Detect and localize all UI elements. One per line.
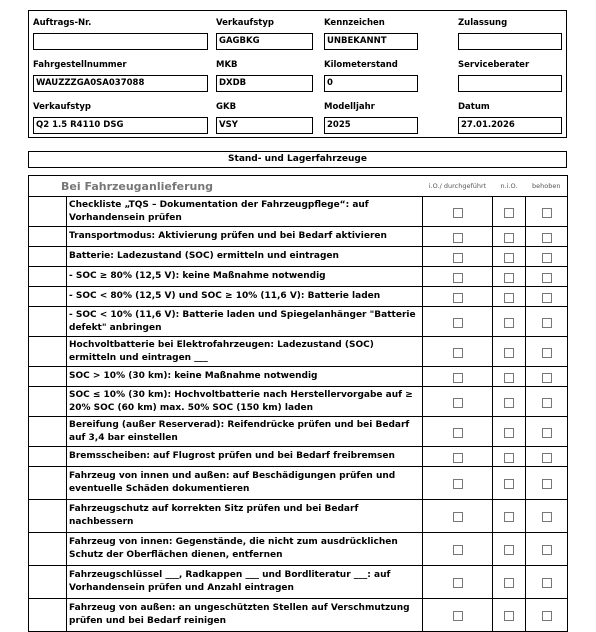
checkbox-behoben[interactable]: [542, 233, 552, 243]
checkbox-io[interactable]: [453, 373, 463, 383]
gkb-field: [216, 101, 313, 134]
checkbox-nio[interactable]: [504, 428, 514, 438]
row-marker-cell: [29, 247, 67, 267]
checkbox-io[interactable]: [453, 398, 463, 408]
section-title: Stand- und Lagerfahrzeuge: [28, 151, 567, 168]
checkbox-behoben[interactable]: [542, 373, 552, 383]
row-marker-cell: [29, 367, 67, 387]
checkbox-io[interactable]: [453, 233, 463, 243]
checkbox-behoben[interactable]: [542, 453, 552, 463]
field-label: Auftrags-Nr.: [33, 18, 92, 28]
checkbox-behoben[interactable]: [542, 293, 552, 303]
checklist-item-text: SOC ≤ 10% (30 km): Hochvoltbatterie nach Herstellervorgabe auf ≥ 20% SOC (60 km) max. 50% SOC (150 km) laden: [67, 387, 423, 417]
checklist-item-text: - SOC < 80% (12,5 V) und SOC ≥ 10% (11,6 V): Batterie laden: [67, 287, 423, 307]
checklist-item-text: Fahrzeug von innen: Gegenstände, die nicht zum ausdrücklichen Schutz der Oberflächen dienen, entfernen: [67, 533, 423, 566]
checkbox-io[interactable]: [453, 512, 463, 522]
checkbox-behoben[interactable]: [542, 578, 552, 588]
checklist-item-text: SOC > 10% (30 km): keine Maßnahme notwendig: [67, 367, 423, 387]
modelljahr-input[interactable]: 2025: [324, 117, 418, 134]
checklist-item-text: Bremsscheiben: auf Flugrost prüfen und bei Bedarf freibremsen: [67, 447, 423, 467]
checkbox-behoben[interactable]: [542, 273, 552, 283]
checkbox-nio[interactable]: [504, 373, 514, 383]
serviceberater-input[interactable]: [458, 75, 562, 92]
column-header-nio: n.i.O.: [493, 176, 526, 197]
checkbox-behoben[interactable]: [542, 348, 552, 358]
checkbox-nio[interactable]: [504, 578, 514, 588]
fahrgestellnummer-field: [33, 59, 208, 92]
checklist-row: [29, 500, 568, 533]
field-label: Modelljahr: [324, 102, 375, 112]
checkbox-behoben[interactable]: [542, 318, 552, 328]
checkbox-behoben[interactable]: [542, 208, 552, 218]
checklist-row: [29, 533, 568, 566]
row-marker-cell: [29, 227, 67, 247]
datum-input[interactable]: 27.01.2026: [458, 117, 562, 134]
field-label: Verkaufstyp: [216, 18, 274, 28]
modelljahr-field: [324, 101, 418, 134]
checklist-item-text: Fahrzeugschutz auf korrekten Sitz prüfen und bei Bedarf nachbessern: [67, 500, 423, 533]
column-header-io: i.O./ durchgeführt: [423, 176, 493, 197]
kilometerstand-input[interactable]: 0: [324, 75, 418, 92]
field-label: MKB: [216, 60, 238, 70]
checkbox-io[interactable]: [453, 578, 463, 588]
checkbox-nio[interactable]: [504, 273, 514, 283]
field-label: Fahrgestellnummer: [33, 60, 127, 70]
checklist-row: [29, 197, 568, 227]
row-marker-cell: [29, 467, 67, 500]
row-marker-cell: [29, 447, 67, 467]
checkbox-behoben[interactable]: [542, 512, 552, 522]
row-marker-cell: [29, 387, 67, 417]
checklist-item-text: Fahrzeugschlüssel ___, Radkappen ___ und Bordliteratur ___: auf Vorhandensein prüfen und Anzahl eintragen: [67, 566, 423, 599]
checkbox-io[interactable]: [453, 208, 463, 218]
field-label: GKB: [216, 102, 237, 112]
checklist-row: [29, 267, 568, 287]
checkbox-nio[interactable]: [504, 208, 514, 218]
checkbox-behoben[interactable]: [542, 253, 552, 263]
mkb-field: [216, 59, 313, 92]
verkaufstyp-input[interactable]: Q2 1.5 R4110 DSG: [33, 117, 208, 134]
field-label: Zulassung: [458, 18, 508, 28]
row-marker-cell: [29, 197, 67, 227]
field-label: Datum: [458, 102, 490, 112]
checkbox-io[interactable]: [453, 273, 463, 283]
checkbox-nio[interactable]: [504, 512, 514, 522]
kilometerstand-field: [324, 59, 418, 92]
checkbox-nio[interactable]: [504, 545, 514, 555]
verkaufstyp-code-input[interactable]: GAGBKG: [216, 33, 313, 50]
checklist-item-text: Hochvoltbatterie bei Elektrofahrzeugen: Ladezustand (SOC) ermitteln und eintragen ___: [67, 337, 423, 367]
zulassung-field: [458, 17, 562, 50]
checklist-item-text: Bereifung (außer Reserverad): Reifendrücke prüfen und bei Bedarf auf 3,4 bar einstellen: [67, 417, 423, 447]
checkbox-nio[interactable]: [504, 348, 514, 358]
auftrags-nr-field: [33, 17, 208, 50]
checklist-item-text: Checkliste „TQS – Dokumentation der Fahrzeugpflege“: auf Vorhandensein prüfen: [67, 197, 423, 227]
checklist-row: [29, 566, 568, 599]
checkbox-behoben[interactable]: [542, 611, 552, 621]
checkbox-nio[interactable]: [504, 398, 514, 408]
checklist-item-text: Batterie: Ladezustand (SOC) ermitteln und eintragen: [67, 247, 423, 267]
checklist-row: [29, 467, 568, 500]
checklist-row: [29, 387, 568, 417]
row-marker-cell: [29, 566, 67, 599]
checkbox-io[interactable]: [453, 453, 463, 463]
mkb-input[interactable]: DXDB: [216, 75, 313, 92]
checklist-row: [29, 247, 568, 267]
checklist-item-text: - SOC < 10% (11,6 V): Batterie laden und Spiegelanhänger "Batterie defekt" anbringen: [67, 307, 423, 337]
checkbox-nio[interactable]: [504, 453, 514, 463]
checklist-title: Bei Fahrzeuganlieferung: [29, 176, 423, 197]
vehicle-header-box: [28, 10, 567, 138]
checklist-row: [29, 447, 568, 467]
checkbox-behoben[interactable]: [542, 479, 552, 489]
checkbox-io[interactable]: [453, 253, 463, 263]
checklist-item-text: Fahrzeug von außen: an ungeschützten Stellen auf Verschmutzung prüfen und bei Bedarf reinigen: [67, 599, 423, 632]
checklist-row: [29, 417, 568, 447]
checkbox-nio[interactable]: [504, 293, 514, 303]
field-label: Kennzeichen: [324, 18, 385, 28]
auftrags-nr-input[interactable]: [33, 33, 208, 50]
row-marker-cell: [29, 533, 67, 566]
checklist-header-row: [29, 176, 568, 197]
checklist-row: [29, 287, 568, 307]
field-label: Verkaufstyp: [33, 102, 91, 112]
row-marker-cell: [29, 599, 67, 632]
row-marker-cell: [29, 267, 67, 287]
checklist-row: [29, 307, 568, 337]
kennzeichen-field: [324, 17, 418, 50]
checkbox-io[interactable]: [453, 545, 463, 555]
checkbox-nio[interactable]: [504, 253, 514, 263]
checklist-item-text: Transportmodus: Aktivierung prüfen und bei Bedarf aktivieren: [67, 227, 423, 247]
checklist-row: [29, 227, 568, 247]
checkbox-behoben[interactable]: [542, 545, 552, 555]
field-label: Serviceberater: [458, 60, 530, 70]
checkbox-io[interactable]: [453, 318, 463, 328]
checkbox-io[interactable]: [453, 428, 463, 438]
column-header-behoben: behoben: [526, 176, 568, 197]
serviceberater-field: [458, 59, 562, 92]
delivery-checklist-table: [28, 175, 568, 632]
checklist-item-text: Fahrzeug von innen und außen: auf Beschädigungen prüfen und eventuelle Schäden dokumentieren: [67, 467, 423, 500]
zulassung-input[interactable]: [458, 33, 562, 50]
checklist-row: [29, 367, 568, 387]
checkbox-behoben[interactable]: [542, 428, 552, 438]
checkbox-nio[interactable]: [504, 318, 514, 328]
checklist-row: [29, 337, 568, 367]
checkbox-io[interactable]: [453, 611, 463, 621]
checkbox-nio[interactable]: [504, 233, 514, 243]
checkbox-nio[interactable]: [504, 479, 514, 489]
checkbox-io[interactable]: [453, 293, 463, 303]
row-marker-cell: [29, 500, 67, 533]
verkaufstyp-code-field: [216, 17, 313, 50]
checkbox-nio[interactable]: [504, 611, 514, 621]
row-marker-cell: [29, 287, 67, 307]
checklist-row: [29, 599, 568, 632]
checkbox-io[interactable]: [453, 479, 463, 489]
field-label: Kilometerstand: [324, 60, 398, 70]
row-marker-cell: [29, 307, 67, 337]
kennzeichen-input[interactable]: UNBEKANNT: [324, 33, 418, 50]
gkb-input[interactable]: VSY: [216, 117, 313, 134]
fahrgestellnummer-input[interactable]: WAUZZZGA0SA037088: [33, 75, 208, 92]
datum-field: [458, 101, 562, 134]
checklist-item-text: - SOC ≥ 80% (12,5 V): keine Maßnahme notwendig: [67, 267, 423, 287]
checkbox-behoben[interactable]: [542, 398, 552, 408]
row-marker-cell: [29, 337, 67, 367]
verkaufstyp-field: [33, 101, 208, 134]
row-marker-cell: [29, 417, 67, 447]
checkbox-io[interactable]: [453, 348, 463, 358]
